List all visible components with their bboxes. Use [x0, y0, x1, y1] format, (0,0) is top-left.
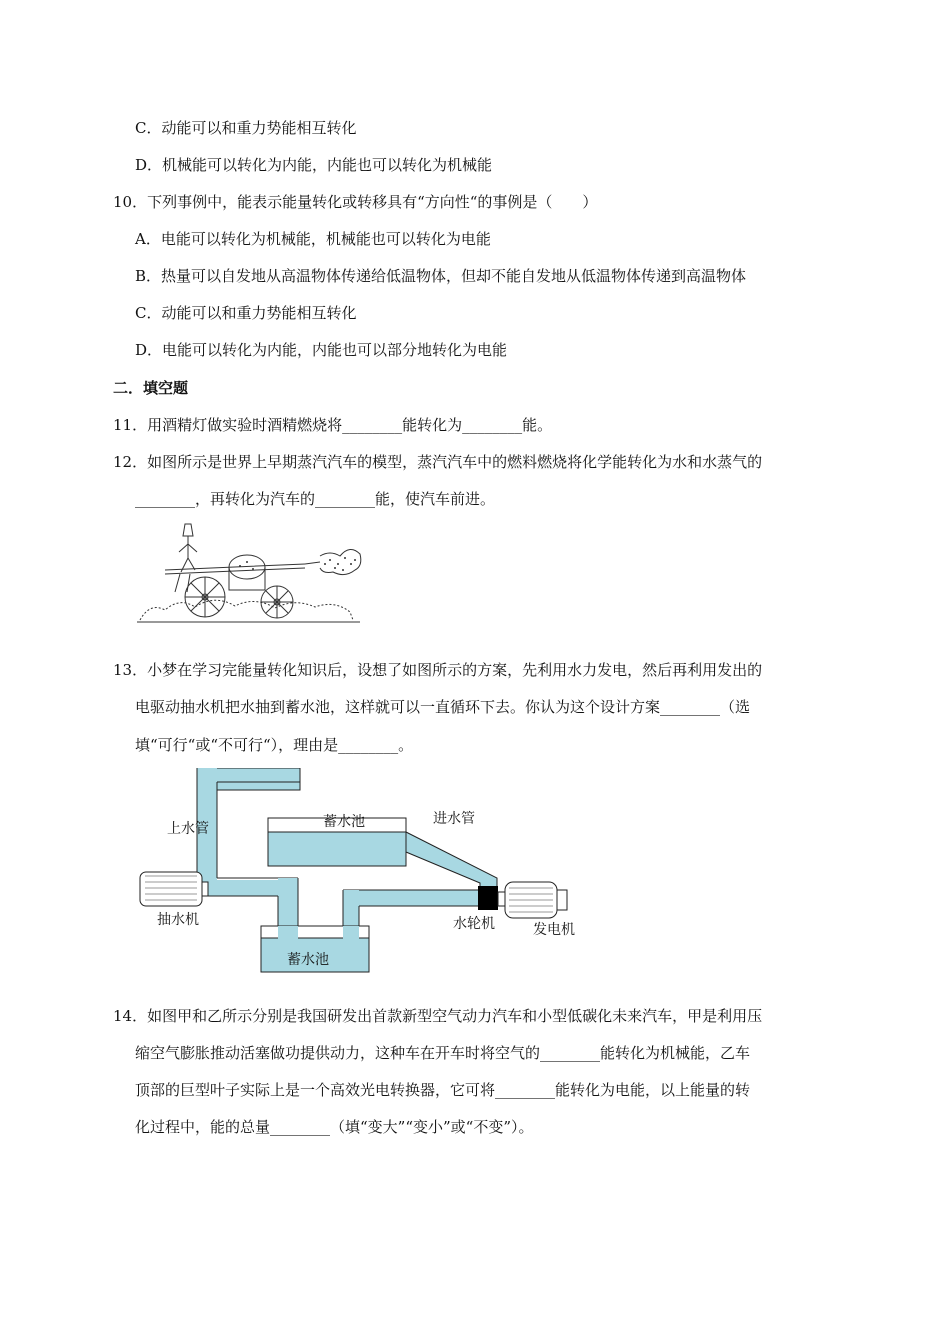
question-10-option-b: B．热量可以自发地从高温物体传递给低温物体，但却不能自发地从低温物体传递到高温物体	[135, 267, 747, 285]
generator-label: 发电机	[533, 922, 575, 938]
inlet-pipe-label: 进水管	[433, 811, 475, 827]
hydro-cycle-diagram	[135, 768, 595, 973]
turbine-block	[478, 886, 498, 910]
inlet-pipe	[406, 832, 497, 888]
question-10-option-a: A．电能可以转化为机械能，机械能也可以转化为电能	[135, 230, 491, 248]
question-12-line-2: ________，再转化为汽车的________能，使汽车前进。	[135, 490, 496, 508]
question-11: 11．用酒精灯做实验时酒精燃烧将________能转化为________能。	[113, 416, 553, 434]
question-10-option-d: D．电能可以转化为内能，内能也可以部分地转化为电能	[135, 341, 508, 359]
lower-reservoir-label: 蓄水池	[287, 952, 329, 968]
question-10-option-c: C．动能可以和重力势能相互转化	[135, 304, 357, 322]
line-prev-option-c: C．动能可以和重力势能相互转化	[135, 119, 357, 137]
pump-body	[140, 872, 202, 906]
question-14-line-3: 顶部的巨型叶子实际上是一个高效光电转换器，它可将________能转化为电能，以上能量的转	[135, 1081, 751, 1099]
question-13-line-1: 13．小梦在学习完能量转化知识后，设想了如图所示的方案，先利用水力发电，然后再利用发出的	[113, 661, 763, 679]
turbine-label: 水轮机	[453, 916, 495, 932]
question-12-line-1: 12．如图所示是世界上早期蒸汽汽车的模型，蒸汽汽车中的燃料燃烧将化学能转化为水和水蒸气的	[113, 453, 763, 471]
pump-label: 抽水机	[157, 912, 199, 928]
upper-pipe-label: 上水管	[167, 821, 209, 837]
steam-car-illustration	[135, 522, 365, 627]
section-2-title: 二．填空题	[113, 379, 189, 397]
question-14-line-1: 14．如图甲和乙所示分别是我国研发出首款新型空气动力汽车和小型低碳化未来汽车，甲是利用压	[113, 1007, 763, 1025]
question-14-line-2: 缩空气膨胀推动活塞做功提供动力，这种车在开车时将空气的________能转化为机械能，乙车	[135, 1044, 751, 1062]
upper-reservoir-label: 蓄水池	[323, 814, 365, 830]
question-10-stem: 10．下列事例中，能表示能量转化或转移具有“方向性“的事例是（ ）	[113, 193, 598, 211]
question-13-line-3: 填“可行“或“不可行“），理由是________。	[135, 736, 414, 754]
question-13-line-2: 电驱动抽水机把水抽到蓄水池，这样就可以一直循环下去。你认为这个设计方案________（选	[135, 698, 751, 716]
line-prev-option-d: D．机械能可以转化为内能，内能也可以转化为机械能	[135, 156, 493, 174]
question-14-line-4: 化过程中，能的总量________（填“变大”“变小”或“不变”）。	[135, 1118, 534, 1136]
